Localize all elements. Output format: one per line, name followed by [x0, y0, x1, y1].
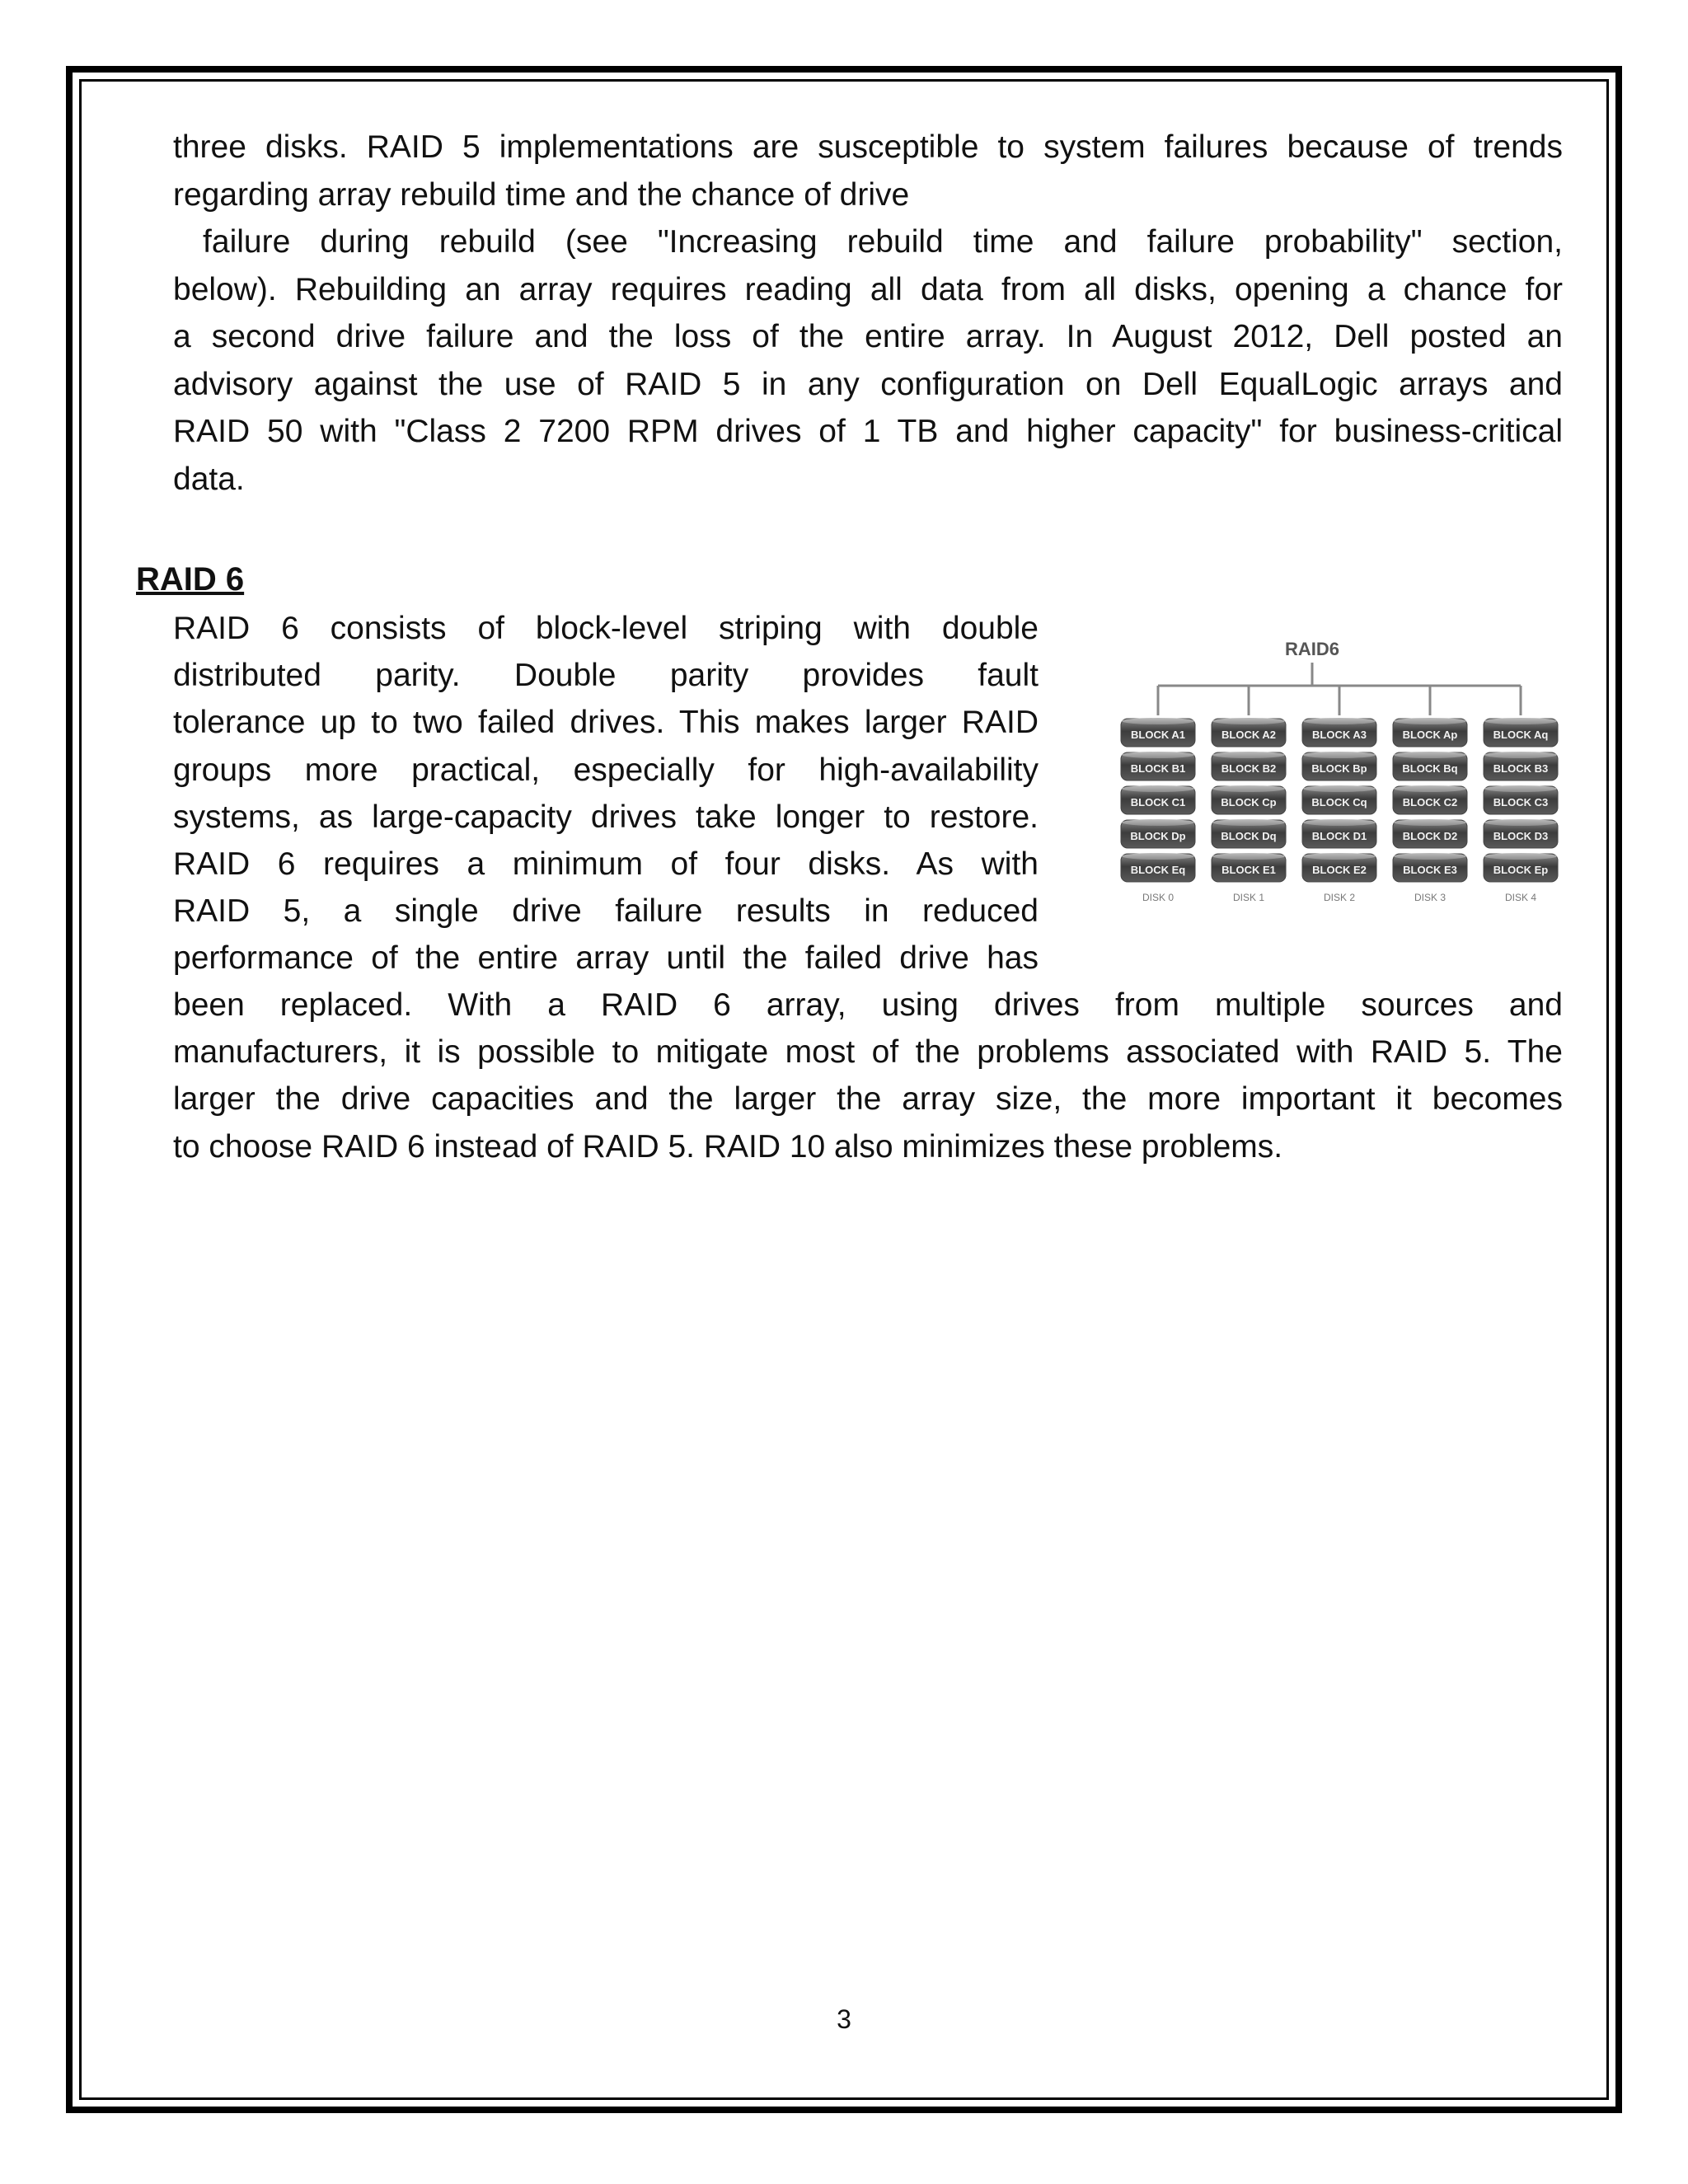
block-label: BLOCK C1 — [1130, 796, 1186, 808]
disk-block — [1484, 718, 1558, 747]
block-label: BLOCK Ap — [1402, 729, 1458, 741]
block-label: BLOCK D1 — [1311, 830, 1367, 842]
diagram-disks — [1121, 718, 1558, 903]
text-line: data. — [173, 461, 245, 497]
disk-block — [1121, 718, 1195, 747]
disk-block — [1484, 853, 1558, 882]
block-label: BLOCK Ep — [1493, 864, 1549, 876]
text-line: systems, as large-capacity drives take longer to restore. — [173, 799, 1039, 835]
diagram-title: RAID6 — [1284, 639, 1340, 659]
intro-paragraph — [173, 124, 1563, 503]
disk-block — [1302, 718, 1376, 747]
text-line: to choose RAID 6 instead of RAID 5. RAID 10 also minimizes these problems. — [173, 1128, 1283, 1165]
disk-block — [1121, 819, 1195, 848]
block-label: BLOCK E1 — [1221, 864, 1276, 876]
text-line: performance of the entire array until the failed drive has — [173, 940, 1039, 977]
text-line: three disks. RAID 5 implementations are susceptible to system failures because of trends — [173, 129, 1563, 165]
text-line: distributed parity. Double parity provides fault — [173, 658, 1039, 694]
disk-column — [1121, 718, 1195, 903]
block-label: BLOCK Dq — [1221, 830, 1277, 842]
block-label: BLOCK A1 — [1131, 729, 1185, 741]
text-line: been replaced. With a RAID 6 array, using drives from multiple sources and — [173, 987, 1563, 1023]
block-label: BLOCK Cq — [1311, 796, 1367, 808]
block-label: BLOCK Bq — [1402, 762, 1458, 775]
disk-label: DISK 3 — [1414, 892, 1447, 903]
disk-block — [1121, 752, 1195, 780]
block-label: BLOCK E2 — [1312, 864, 1367, 876]
block-label: BLOCK Aq — [1493, 729, 1549, 741]
raid6-paragraph-full — [173, 982, 1563, 1170]
text-line: groups more practical, especially for high-availability — [173, 752, 1039, 788]
section-heading-raid6: RAID 6 — [136, 561, 245, 598]
disk-block — [1121, 785, 1195, 814]
disk-block — [1484, 785, 1558, 814]
disk-block — [1121, 853, 1195, 882]
disk-column — [1484, 718, 1558, 903]
text-line: tolerance up to two failed drives. This makes larger RAID — [173, 705, 1039, 741]
block-label: BLOCK Dp — [1130, 830, 1186, 842]
block-label: BLOCK B1 — [1130, 762, 1186, 775]
text-line: manufacturers, it is possible to mitigate most of the problems associated with RAID 5. The — [173, 1034, 1563, 1071]
text-line: RAID 6 consists of block-level striping with double — [173, 611, 1039, 646]
block-label: BLOCK A2 — [1221, 729, 1276, 741]
block-label: BLOCK A3 — [1312, 729, 1367, 741]
diagram-connector-lines — [1158, 663, 1521, 715]
block-label: BLOCK Eq — [1130, 864, 1186, 876]
page-number: 3 — [837, 2004, 851, 2034]
disk-block — [1212, 752, 1286, 780]
block-label: BLOCK E3 — [1403, 864, 1457, 876]
block-label: BLOCK B3 — [1493, 762, 1549, 775]
block-label: BLOCK C2 — [1402, 796, 1458, 808]
block-label: BLOCK B2 — [1221, 762, 1277, 775]
disk-label: DISK 1 — [1232, 892, 1265, 903]
disk-block — [1302, 853, 1376, 882]
disk-block — [1484, 752, 1558, 780]
text-line: RAID 50 with "Class 2 7200 RPM drives of 1 TB and higher capacity" for business-critical — [173, 414, 1563, 449]
disk-block — [1302, 752, 1376, 780]
disk-block — [1212, 819, 1286, 848]
text-line: RAID 5, a single drive failure results in reduced — [173, 893, 1039, 930]
disk-block — [1393, 785, 1467, 814]
disk-label: DISK 4 — [1504, 892, 1537, 903]
raid6-diagram — [1088, 628, 1549, 941]
disk-column — [1212, 718, 1286, 903]
text-line: regarding array rebuild time and the chance of drive — [173, 176, 910, 213]
disk-column — [1302, 718, 1376, 903]
disk-block — [1393, 853, 1467, 882]
disk-label: DISK 0 — [1142, 892, 1175, 903]
block-label: BLOCK C3 — [1493, 796, 1549, 808]
disk-block — [1302, 819, 1376, 848]
disk-block — [1393, 718, 1467, 747]
block-label: BLOCK Cp — [1221, 796, 1277, 808]
disk-block — [1302, 785, 1376, 814]
text-line: RAID 6 requires a minimum of four disks. As with — [173, 846, 1039, 883]
text-line: below). Rebuilding an array requires reading all data from all disks, opening a chance for — [173, 271, 1563, 307]
raid6-paragraph-wrapped — [173, 605, 1039, 982]
disk-block — [1393, 819, 1467, 848]
block-label: BLOCK Bp — [1311, 762, 1367, 775]
disk-column — [1393, 718, 1467, 903]
disk-block — [1212, 718, 1286, 747]
text-line: failure during rebuild (see "Increasing rebuild time and failure probability" section, — [173, 224, 1563, 260]
disk-block — [1212, 785, 1286, 814]
disk-block — [1393, 752, 1467, 780]
text-line: advisory against the use of RAID 5 in any configuration on Dell EqualLogic arrays and — [173, 366, 1563, 402]
disk-label: DISK 2 — [1323, 892, 1356, 903]
text-line: larger the drive capacities and the larger the array size, the more important it becomes — [173, 1081, 1563, 1118]
disk-block — [1212, 853, 1286, 882]
text-line: a second drive failure and the loss of the entire array. In August 2012, Dell posted an — [173, 319, 1563, 354]
block-label: BLOCK D2 — [1402, 830, 1458, 842]
block-label: BLOCK D3 — [1493, 830, 1549, 842]
disk-block — [1484, 819, 1558, 848]
